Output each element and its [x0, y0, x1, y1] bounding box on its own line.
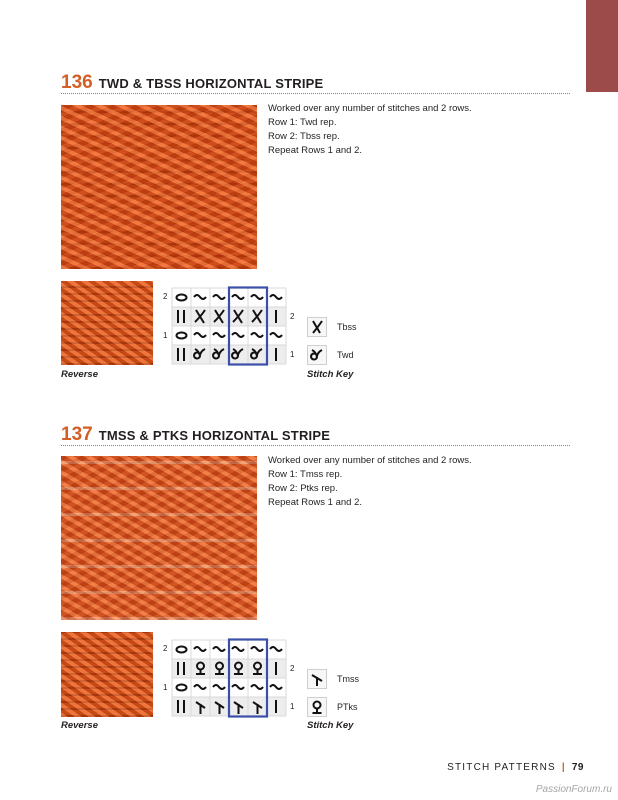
- pattern-section-136: [61, 72, 570, 380]
- reverse-swatch-photo: [61, 632, 153, 717]
- tbss-symbol-icon: [307, 317, 327, 337]
- footer-separator: |: [561, 762, 566, 773]
- pattern-number: 137: [61, 424, 93, 445]
- key-label: Tmss: [337, 674, 359, 684]
- reverse-caption: Reverse: [61, 369, 98, 380]
- ptks-symbol-icon: [307, 697, 327, 717]
- key-item-tmss: [307, 668, 359, 690]
- section-heading: [61, 424, 570, 444]
- section-heading: [61, 72, 570, 92]
- chart-row-label: 2: [290, 312, 295, 321]
- reverse-caption: Reverse: [61, 720, 98, 731]
- key-item-ptks: [307, 696, 358, 718]
- chart-row-label: 2: [290, 664, 295, 673]
- stitch-chart: [160, 638, 300, 720]
- chart-row-label: 1: [163, 683, 168, 692]
- heading-divider: [61, 445, 570, 446]
- key-item-twd: [307, 344, 354, 366]
- key-item-tbss: [307, 316, 357, 338]
- page-footer: [447, 762, 584, 773]
- chart-row-label: 1: [290, 702, 295, 711]
- instruction-line: Repeat Rows 1 and 2.: [268, 145, 363, 156]
- key-label: Tbss: [337, 322, 357, 332]
- instruction-line: Row 1: Tmss rep.: [268, 469, 343, 480]
- instruction-line: Repeat Rows 1 and 2.: [268, 497, 363, 508]
- swatch-photo: [61, 456, 257, 620]
- key-title: Stitch Key: [307, 369, 354, 380]
- chart-row-label: 1: [163, 331, 168, 340]
- pattern-instructions: [268, 102, 472, 158]
- instruction-line: Row 2: Tbss rep.: [268, 131, 340, 142]
- pattern-section-137: [61, 424, 570, 731]
- pattern-instructions: [268, 454, 472, 510]
- watermark: PassionForum.ru: [535, 784, 612, 795]
- instruction-line: Row 2: Ptks rep.: [268, 483, 338, 494]
- chart-row-label: 1: [290, 350, 295, 359]
- key-label: PTks: [337, 702, 358, 712]
- footer-section-name: STITCH PATTERNS: [447, 762, 556, 773]
- instruction-line: Worked over any number of stitches and 2 rows.: [268, 103, 472, 114]
- key-label: Twd: [337, 350, 354, 360]
- key-title: Stitch Key: [307, 720, 354, 731]
- chart-row-label: 2: [163, 292, 168, 301]
- chart-row-label: 2: [163, 644, 168, 653]
- tmss-symbol-icon: [307, 669, 327, 689]
- stitch-chart: [160, 286, 300, 368]
- instruction-line: Worked over any number of stitches and 2 rows.: [268, 455, 472, 466]
- pattern-title: TMSS & PTKS HORIZONTAL STRIPE: [98, 428, 331, 443]
- swatch-photo: [61, 105, 257, 269]
- heading-divider: [61, 93, 570, 94]
- pattern-number: 136: [61, 72, 93, 93]
- chapter-tab: [586, 0, 618, 92]
- pattern-title: TWD & TBSS HORIZONTAL STRIPE: [98, 76, 324, 91]
- twd-symbol-icon: [307, 345, 327, 365]
- page-number: 79: [571, 762, 584, 773]
- instruction-line: Row 1: Twd rep.: [268, 117, 337, 128]
- reverse-swatch-photo: [61, 281, 153, 365]
